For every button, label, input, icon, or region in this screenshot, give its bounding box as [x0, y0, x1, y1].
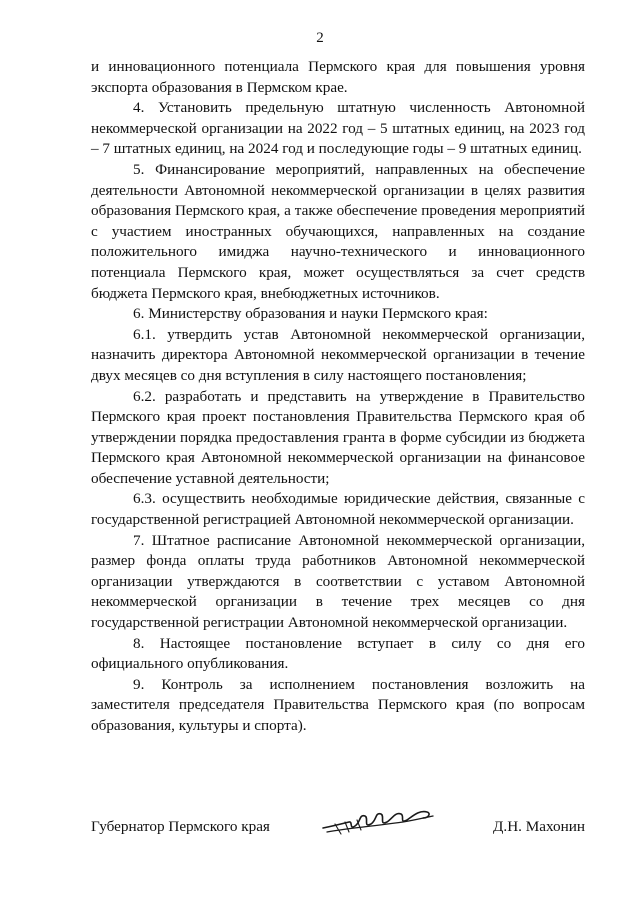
signatory-position: Губернатор Пермского края	[91, 818, 270, 835]
paragraph-item-9: 9. Контроль за исполнением постановления возложить на заместителя председателя Правительства Пермского края (по вопросам образования, культуры и спорта).	[91, 675, 585, 734]
paragraph-item-8: 8. Настоящее постановление вступает в силу со дня его официального опубликования.	[91, 634, 585, 673]
page-number: 2	[316, 30, 324, 46]
paragraph-item-4: 4. Установить предельную штатную численность Автономной некоммерческой организации на 2022 год – 5 штатных единиц, на 2023 год – 7 штатных единиц, на 2024 год и последующие годы – 9 штатных единиц.	[91, 99, 585, 158]
signature-block	[91, 810, 585, 850]
paragraph-item-6-1: 6.1. утвердить устав Автономной некоммерческой организации, назначить директора Автономной некоммерческой организации в течение двух месяцев со дня вступления в силу настоящего постановления;	[91, 325, 585, 384]
paragraph-item-7: 7. Штатное расписание Автономной некоммерческой организации, размер фонда оплаты труда работников Автономной некоммерческой организации утверждаются в соответствии с уставом Автономной некоммерческой организации в течение трех месяцев со дня государственной регистрации Автономной некоммерческой организации.	[91, 531, 585, 632]
paragraph-item-5: 5. Финансирование мероприятий, направленных на обеспечение деятельности Автономной некоммерческой организации в целях развития образования Пермского края, а также обеспечение проведения мероприятий с участием иностранных обучающихся, направленных на создание положительного имиджа научно-технического и инновационного потенциала Пермского края, может осуществляться за счет средств бюджета Пермского края, внебюджетных источников.	[91, 160, 585, 302]
document-body	[91, 57, 585, 737]
signatory-name: Д.Н. Махонин	[493, 818, 585, 835]
paragraph-continuation: и инновационного потенциала Пермского края для повышения уровня экспорта образования в Пермском крае.	[91, 58, 585, 96]
paragraph-item-6: 6. Министерству образования и науки Пермского края:	[133, 305, 488, 323]
handwritten-signature	[319, 804, 439, 840]
paragraph-item-6-2: 6.2. разработать и представить на утверждение в Правительство Пермского края проект постановления Правительства Пермского края об утверждении порядка предоставления гранта в форме субсидии из бюджета Пермского края Автономной некоммерческой организации на финансовое обеспечение уставной деятельности;	[91, 387, 585, 487]
paragraph-item-6-3: 6.3. осуществить необходимые юридические действия, связанные с государственной регистрацией Автономной некоммерческой организации.	[91, 490, 585, 529]
